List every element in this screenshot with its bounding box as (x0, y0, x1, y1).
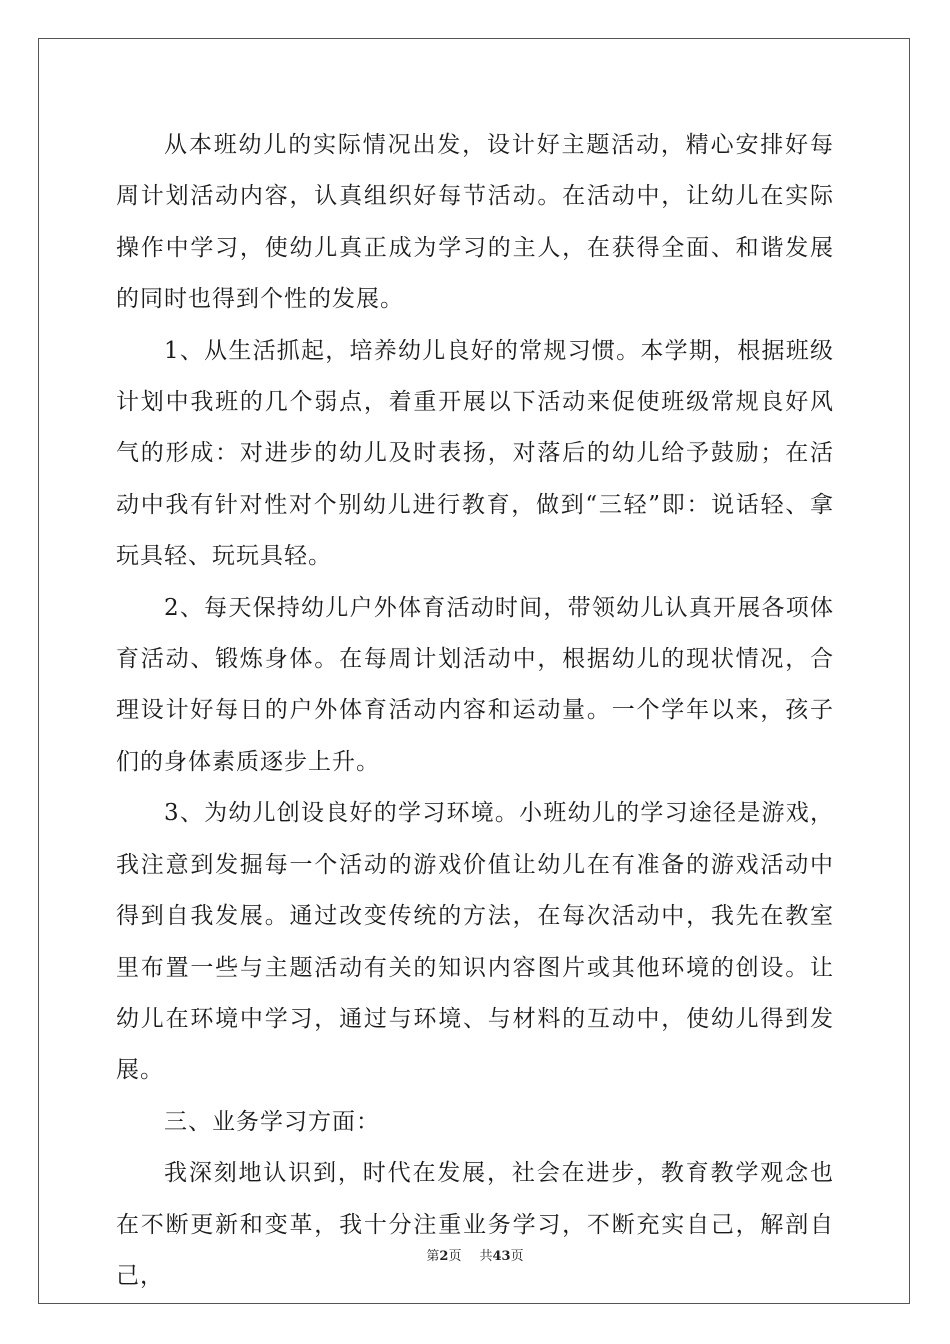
page-indicator: 第2页 (426, 1249, 462, 1264)
page-number: 2 (439, 1249, 449, 1264)
paragraph: 2、每天保持幼儿户外体育活动时间，带领幼儿认真开展各项体育活动、锻炼身体。在每周计划活动中，根据幼儿的现状情况，合理设计好每日的户外体育活动内容和运动量。一个学年以来，孩子们的身体素质逐步上升。 (116, 594, 834, 775)
section-heading: 三、业务学习方面： (164, 1108, 380, 1135)
paragraph: 1、从生活抓起，培养幼儿良好的常规习惯。本学期，根据班级计划中我班的几个弱点，着重开展以下活动来促使班级常规良好风气的形成：对进步的幼儿及时表扬，对落后的幼儿给予鼓励；在活动中我有针对性对个别幼儿进行教育，做到“三轻”即：说话轻、拿玩具轻、玩玩具轻。 (116, 337, 834, 570)
total-pages-indicator: 共43页 (479, 1249, 524, 1264)
document-body (116, 120, 834, 1302)
paragraph: 我深刻地认识到，时代在发展，社会在进步，教育教学观念也在不断更新和变革，我十分注重业务学习，不断充实自己，解剖自己， (116, 1160, 834, 1289)
total-pages: 43 (492, 1249, 511, 1264)
paragraph: 从本班幼儿的实际情况出发，设计好主题活动，精心安排好每周计划活动内容，认真组织好每节活动。在活动中，让幼儿在实际操作中学习，使幼儿真正成为学习的主人，在获得全面、和谐发展的同时也得到个性的发展。 (116, 132, 834, 313)
paragraph: 3、为幼儿创设良好的学习环境。小班幼儿的学习途径是游戏，我注意到发掘每一个活动的游戏价值让幼儿在有准备的游戏活动中得到自我发展。通过改变传统的方法，在每次活动中，我先在教室里布置一些与主题活动有关的知识内容图片或其他环境的创设。让幼儿在环境中学习，通过与环境、与材料的互动中，使幼儿得到发展。 (116, 800, 834, 1084)
page-footer (0, 1245, 950, 1264)
